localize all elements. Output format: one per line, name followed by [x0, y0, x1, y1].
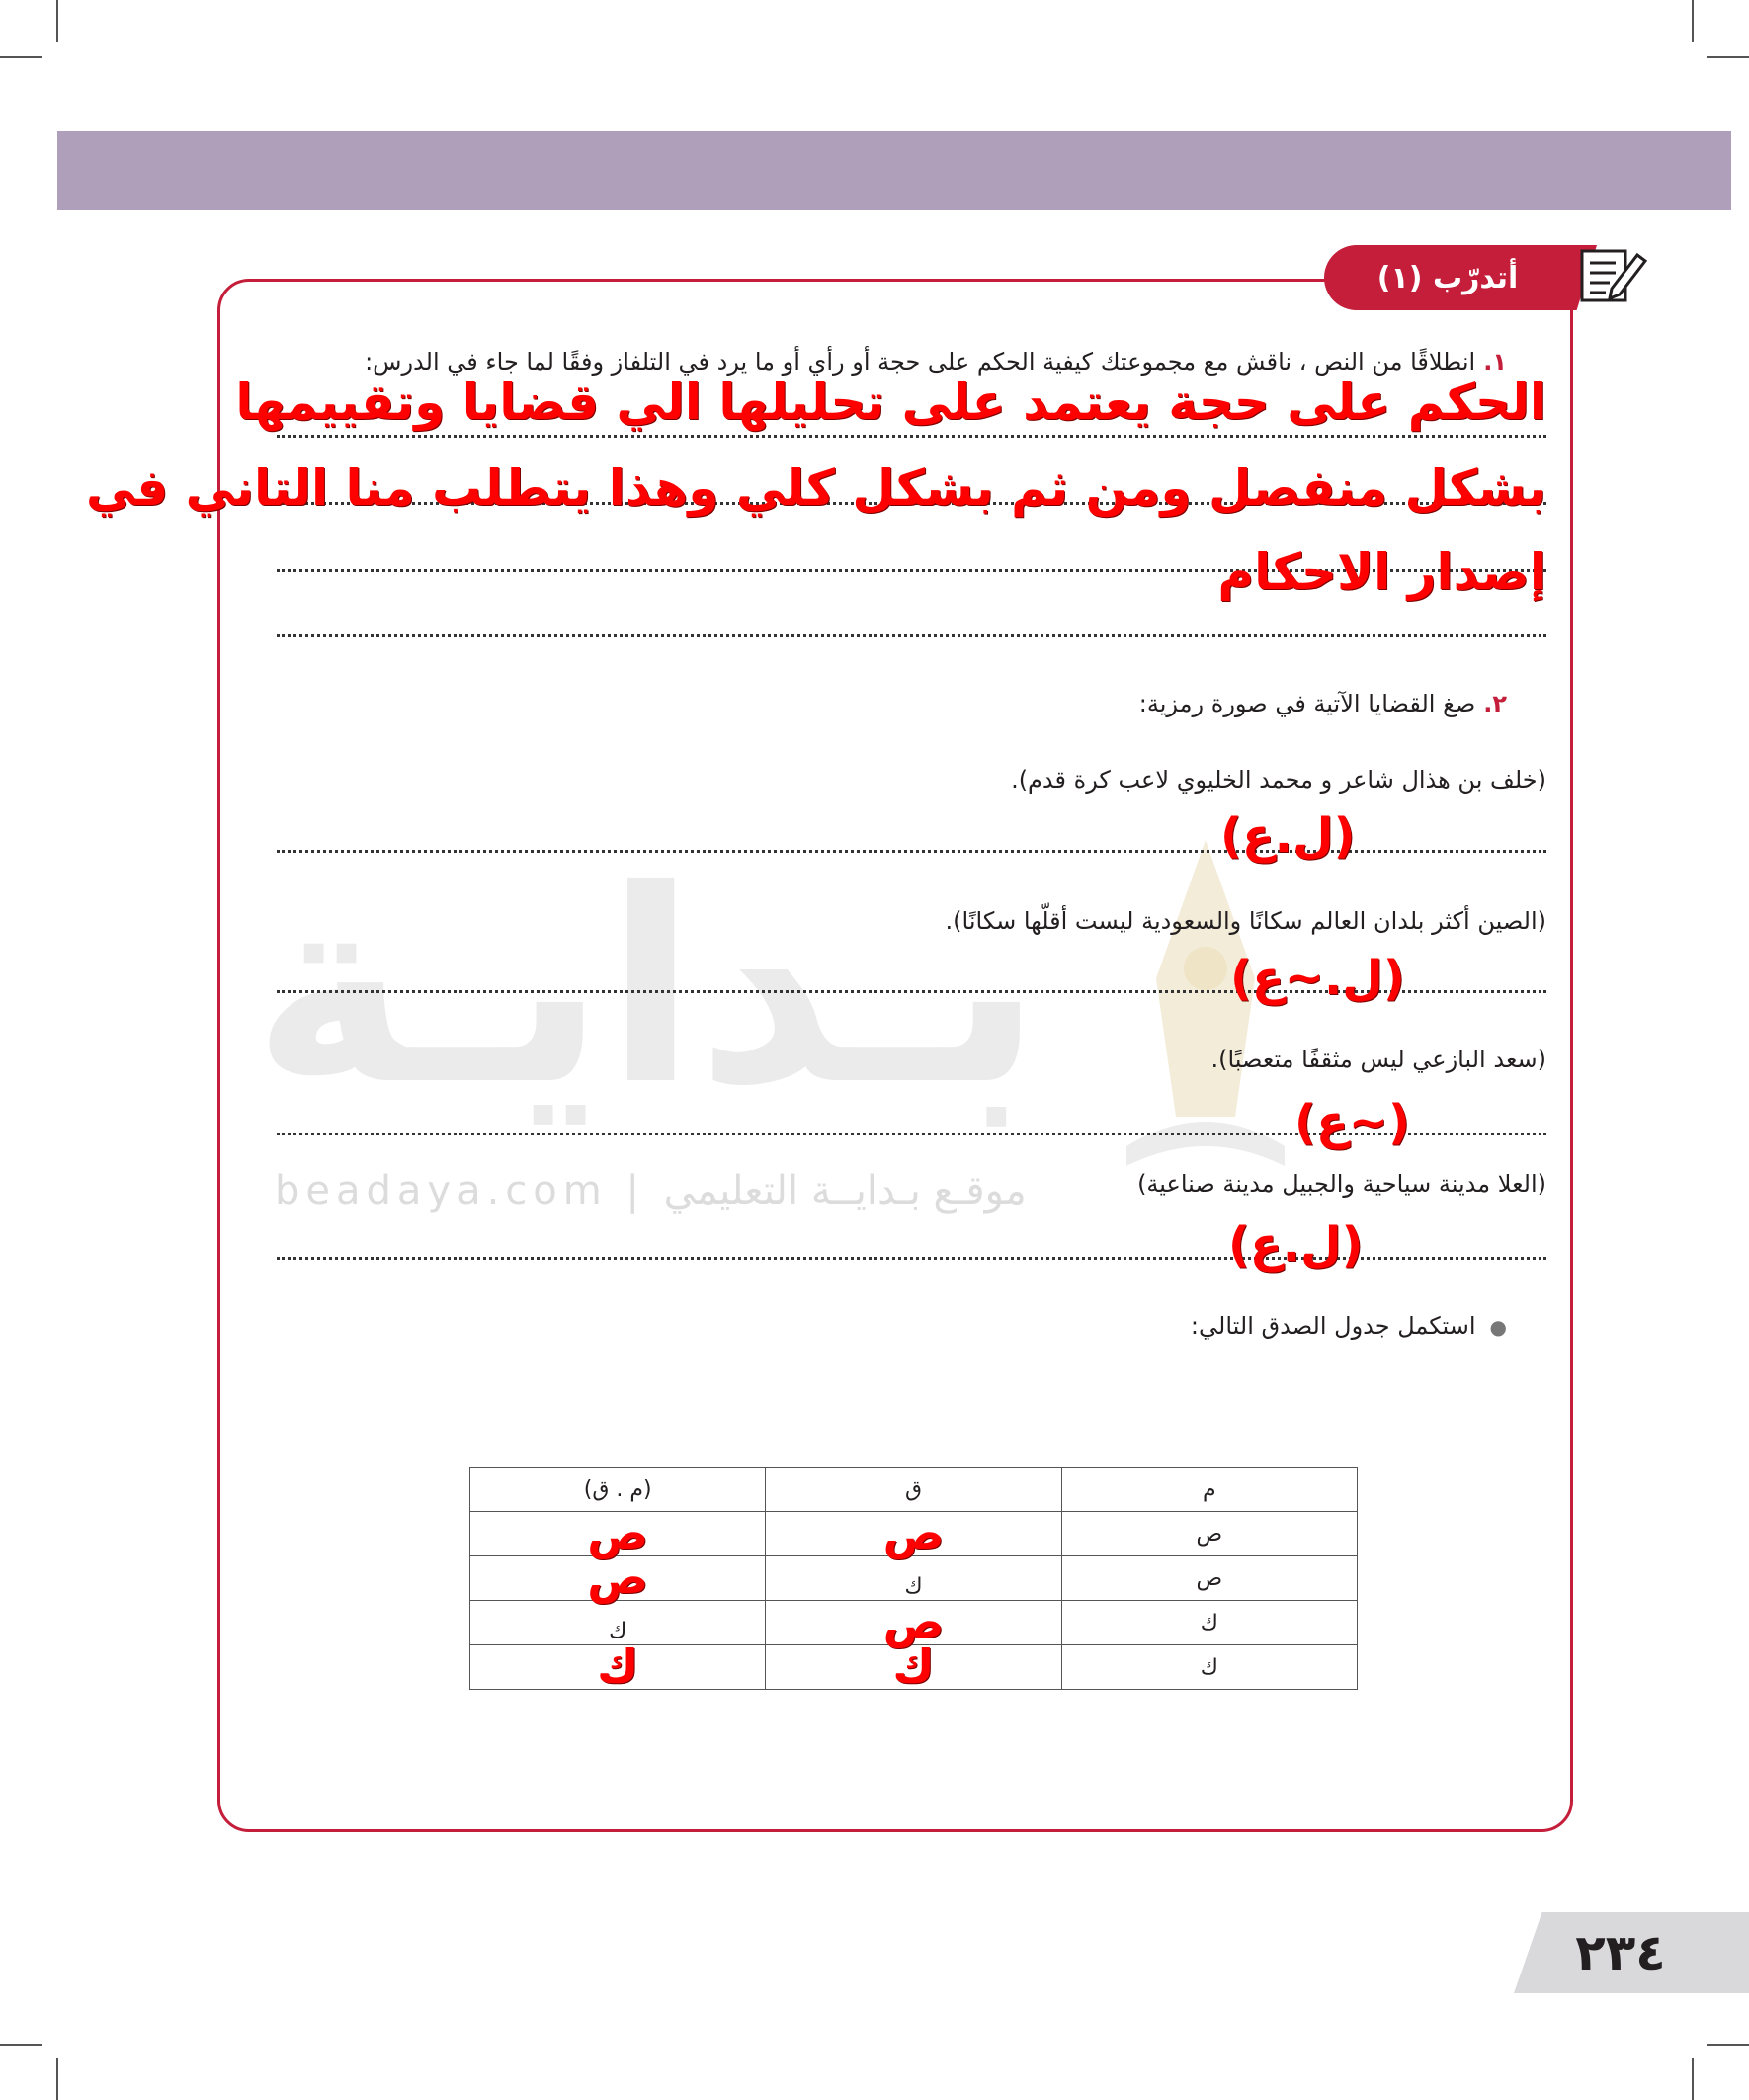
section-title: أتدرّب (١) [1324, 245, 1571, 310]
column-header: م [1061, 1468, 1357, 1512]
watermark-tagline: beadaya.com | موقـع بـدايــة التعليمي [275, 1168, 1027, 1214]
cell-value: ك [904, 1574, 923, 1599]
table-cell: ص [1061, 1556, 1357, 1601]
question-1-prompt [365, 348, 1507, 376]
crop-mark [0, 56, 42, 58]
column-header: (م . ق) [470, 1468, 766, 1512]
proposition-text: (العلا مدينة سياحية والجبيل مدينة صناعية) [1137, 1170, 1546, 1198]
symbolic-answer: (ل.~ع) [1230, 951, 1405, 1006]
column-header: ق [766, 1468, 1061, 1512]
question-3-prompt [1191, 1312, 1507, 1340]
answer-line [277, 435, 1546, 438]
question-text: صغ القضايا الآتية في صورة رمزية: [1138, 690, 1476, 717]
symbolic-answer: (ل.ع) [1220, 808, 1356, 864]
table-row [470, 1512, 1358, 1556]
crop-mark [1707, 56, 1749, 58]
table-header-row [470, 1468, 1358, 1512]
handwritten-value: ص [587, 1551, 649, 1604]
pencil-note-icon [1576, 245, 1647, 306]
handwritten-value: ك [892, 1639, 935, 1693]
truth-table [469, 1467, 1358, 1693]
handwritten-answer-line: بشكل منفصل ومن ثم بشكل كلي وهذا يتطلب منا التاني في [85, 460, 1546, 517]
table-cell: ك [1061, 1601, 1357, 1645]
handwritten-value: ص [882, 1595, 945, 1648]
table-cell [766, 1506, 1061, 1559]
table-cell [470, 1639, 766, 1693]
symbolic-answer: (ل.ع) [1228, 1218, 1364, 1273]
table-cell [470, 1551, 766, 1604]
crop-mark [56, 2058, 58, 2100]
question-number: ٢. [1483, 690, 1507, 717]
table-cell [470, 1506, 766, 1559]
crop-mark [0, 2044, 42, 2046]
table-cell: ص [1061, 1512, 1357, 1556]
table-cell: ك [1061, 1645, 1357, 1690]
crop-mark [56, 0, 58, 42]
table-row [470, 1601, 1358, 1645]
table-cell [766, 1595, 1061, 1648]
table-cell [470, 1601, 766, 1645]
page-number: ٢٣٤ [1575, 1924, 1666, 1981]
answer-line [277, 850, 1546, 853]
crop-mark [1692, 0, 1694, 42]
handwritten-answer-line: إصدار الاحكام [1217, 544, 1546, 601]
symbolic-answer: (~ع) [1294, 1095, 1410, 1150]
table-cell [766, 1639, 1061, 1693]
question-text: انطلاقًا من النص ، ناقش مع مجموعتك كيفية الحكم على حجة أو رأي أو ما يرد في التلفاز وفقًا لما جاء في الدرس: [365, 348, 1476, 376]
handwritten-value: ص [882, 1506, 945, 1559]
bullet-icon: ● [1489, 1315, 1507, 1339]
proposition-text: (خلف بن هذال شاعر و محمد الخليوي لاعب كرة قدم). [1011, 766, 1546, 794]
handwritten-value: ك [597, 1639, 639, 1693]
handwritten-value: ص [587, 1506, 649, 1559]
header-band [57, 131, 1731, 210]
crop-mark [1707, 2044, 1749, 2046]
watermark-logo: بـدايـة [252, 832, 1042, 1143]
question-2-prompt [1139, 690, 1507, 717]
handwritten-answer-line: الحكم على حجة يعتمد على تحليلها الي قضايا وتقييمها [235, 374, 1546, 431]
table-cell [766, 1556, 1061, 1601]
table-row [470, 1556, 1358, 1601]
answer-line [277, 634, 1546, 637]
table-row [470, 1645, 1358, 1690]
question-number: ١. [1483, 348, 1507, 376]
cell-value: ك [609, 1619, 627, 1643]
proposition-text: (سعد البازعي ليس مثقفًا متعصبًا). [1210, 1046, 1546, 1073]
question-text: استكمل جدول الصدق التالي: [1190, 1312, 1476, 1340]
crop-mark [1692, 2058, 1694, 2100]
proposition-text: (الصين أكثر بلدان العالم سكانًا والسعودية ليست أقلّها سكانًا). [945, 907, 1546, 935]
